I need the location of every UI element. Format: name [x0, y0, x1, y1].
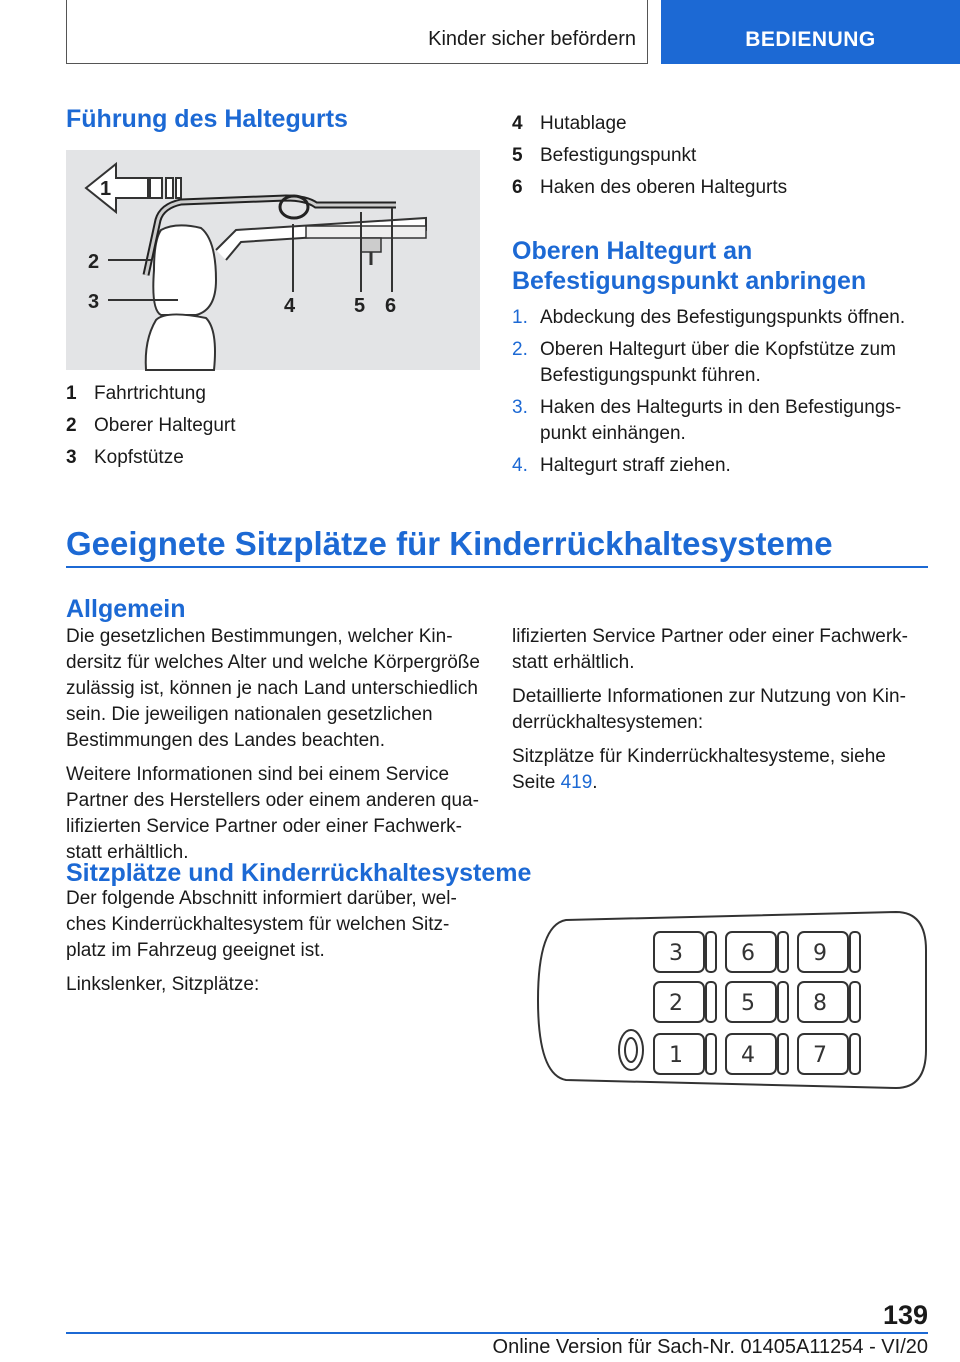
- headrest-shape: [153, 225, 216, 315]
- step-text: Abdeckung des Befestigungspunkts öffnen.: [540, 307, 906, 328]
- legend-num: 4: [512, 113, 523, 134]
- figure-number-3: 3: [88, 291, 100, 313]
- figure-number-6: 6: [385, 295, 397, 317]
- attach-title: [512, 236, 932, 296]
- step-item: [512, 453, 922, 479]
- legend-text: Haken des oberen Haltegurts: [540, 177, 788, 198]
- seat-number-8: 8: [813, 991, 827, 1016]
- step-text: Haltegurt straff ziehen.: [540, 455, 731, 476]
- seats-title: Sitzplätze und Kinderrückhaltesysteme: [66, 859, 532, 887]
- header-chapter-tab[interactable]: [661, 0, 960, 64]
- figure-number-2: 2: [88, 251, 100, 273]
- legend-num: 2: [66, 415, 77, 436]
- legend-num: 3: [66, 447, 77, 468]
- general-col-left: [66, 624, 480, 863]
- legend-num: 1: [66, 383, 77, 404]
- seat-diagram-svg: [536, 910, 928, 1090]
- attach-title-line2: Befestigungspunkt anbringen: [512, 267, 867, 295]
- seat-number-2: 2: [669, 991, 683, 1016]
- legend-right: [512, 108, 932, 204]
- seats-p2: Linkslenker, Sitzplätze:: [66, 974, 260, 995]
- seat-number-9: 9: [813, 941, 827, 966]
- main-heading: Geeignete Sitzplätze für Kinderrückhaltesysteme: [66, 525, 833, 562]
- tether-figure: [66, 150, 480, 370]
- header-chapter-label: BEDIENUNG: [745, 28, 876, 51]
- legend-text: Fahrtrichtung: [94, 383, 206, 404]
- footer-text: Online Version für Sach-Nr. 01405A11254 - VI/20: [492, 1336, 928, 1358]
- seats-text: [66, 886, 480, 1006]
- general-title: Allgemein: [66, 595, 186, 623]
- legend-item: [66, 378, 480, 410]
- legend-text: Kopfstütze: [94, 447, 184, 468]
- figure-number-5: 5: [354, 295, 366, 317]
- general-col-right: [512, 624, 932, 804]
- general-p4: [512, 744, 932, 796]
- legend-num: 5: [512, 145, 523, 166]
- direction-arrow-icon: [86, 164, 148, 212]
- legend-text: Befestigungspunkt: [540, 145, 697, 166]
- page-number: 139: [882, 1300, 928, 1330]
- legend-text: Oberer Haltegurt: [94, 415, 236, 436]
- tether-title: Führung des Haltegurts: [66, 105, 348, 133]
- seats-p1: Der folgende Abschnitt informiert darüber, welches Kinderrückhaltesystem für welchen Sitzplatz im Fahrzeug geeignet ist.: [66, 888, 457, 961]
- header-section: Kinder sicher befördern: [428, 28, 636, 50]
- seat-number-4: 4: [741, 1043, 755, 1068]
- legend-item: [512, 108, 932, 140]
- seat-number-3: 3: [669, 941, 683, 966]
- general-p2-continued: lifizierten Service Partner oder einer Fachwerkstatt erhältlich.: [512, 626, 908, 673]
- heading-rule: [66, 566, 928, 568]
- step-num: 3.: [512, 397, 528, 418]
- legend-text: Hutablage: [540, 113, 627, 134]
- legend-item: [512, 172, 932, 204]
- legend-num: 6: [512, 177, 523, 198]
- legend-item: [512, 140, 932, 172]
- attach-steps: [512, 305, 922, 485]
- legend-left: [66, 378, 480, 474]
- footer-rule: [66, 1332, 928, 1334]
- seat-number-6: 6: [741, 941, 755, 966]
- step-text: Oberen Haltegurt über die Kopfstütze zum Befestigungspunkt führen.: [540, 339, 896, 386]
- legend-item: [66, 442, 480, 474]
- seat-diagram: [536, 910, 928, 1090]
- step-item: [512, 305, 922, 331]
- seat-number-1: 1: [669, 1043, 683, 1068]
- general-p4-text: Sitzplätze für Kinderrückhaltesysteme, siehe Seite: [512, 746, 886, 793]
- general-p2: Weitere Informationen sind bei einem Service Partner des Herstellers oder einem anderen qualifizierten Service Partner oder einer Fachwerkstatt erhältlich.: [66, 764, 479, 863]
- figure-number-4: 4: [284, 295, 296, 317]
- steering-wheel-icon: [619, 1030, 643, 1070]
- figure-number-1: 1: [100, 178, 112, 200]
- seat-number-5: 5: [741, 991, 755, 1016]
- step-item: [512, 337, 922, 389]
- general-p4-end: .: [592, 772, 598, 793]
- step-num: 1.: [512, 307, 528, 328]
- step-item: [512, 395, 922, 447]
- general-p3: Detaillierte Informationen zur Nutzung von Kinderrückhaltesystemen:: [512, 686, 906, 733]
- step-text: Haken des Haltegurts in den Befestigungspunkt einhängen.: [540, 397, 902, 444]
- attach-title-line1: Oberen Haltegurt an: [512, 237, 753, 265]
- step-num: 4.: [512, 455, 528, 476]
- step-num: 2.: [512, 339, 528, 360]
- page-link-419[interactable]: 419: [560, 772, 593, 793]
- tether-diagram: [66, 150, 480, 370]
- general-p1: Die gesetzlichen Bestimmungen, welcher Kindersitz für welches Alter und welche Körpergröße zulässig ist, können je nach Land unterschiedlich sein. Die jeweiligen nationalen gesetzlichen Bestimmungen des Landes beachten.: [66, 626, 480, 751]
- legend-item: [66, 410, 480, 442]
- seat-number-7: 7: [813, 1043, 827, 1068]
